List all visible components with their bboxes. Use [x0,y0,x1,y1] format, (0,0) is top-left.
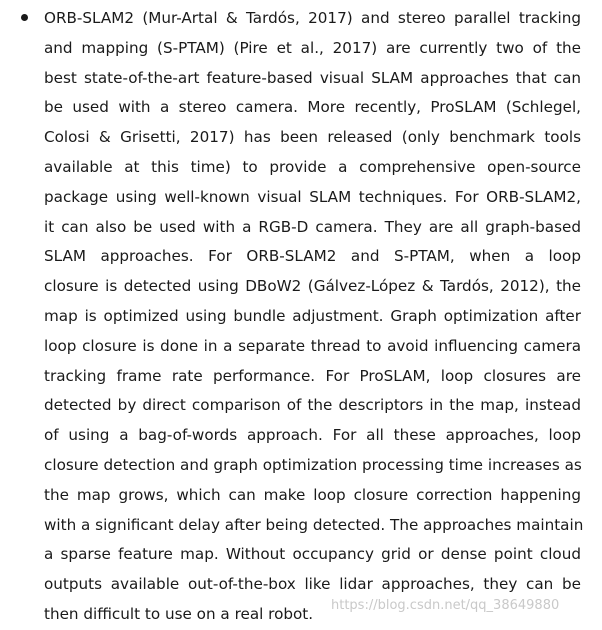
source-watermark: https://blog.csdn.net/qq_38649880 [331,598,560,613]
paragraph-line: available at this time) to provide a comprehensive open-source [44,157,581,176]
paragraph-line: then difficult to use on a real robot. [44,604,314,623]
paragraph-line: it can also be used with a RGB-D camera. They are all graph-based [44,217,581,236]
paragraph-line: package using well-known visual SLAM techniques. For ORB-SLAM2, [44,187,581,206]
paragraph-line: with a significant delay after being detected. The approaches maintain [44,515,584,534]
bullet-icon [21,14,28,21]
paragraph-line: outputs available out-of-the-box like lidar approaches, they can be [44,575,581,594]
paragraph-line: a sparse feature map. Without occupancy grid or dense point cloud [44,545,581,564]
paragraph-line: closure is detected using DBoW2 (Gálvez-López & Tardós, 2012), the [44,277,581,296]
paragraph-line: best state-of-the-art feature-based visual SLAM approaches that can [44,68,581,87]
paragraph-line: loop closure is done in a separate thread to avoid influencing camera [44,336,581,355]
paragraph-line: Colosi & Grisetti, 2017) has been released (only benchmark tools [44,128,581,147]
paragraph-line: and mapping (S-PTAM) (Pire et al., 2017) are currently two of the [44,38,581,57]
paragraph-line: map is optimized using bundle adjustment. Graph optimization after [44,306,581,325]
paragraph-line: be used with a stereo camera. More recently, ProSLAM (Schlegel, [44,98,581,117]
paragraph-line: detected by direct comparison of the descriptors in the map, instead [44,396,581,415]
bullet-paragraph [44,4,584,630]
paragraph-line: ORB-SLAM2 (Mur-Artal & Tardós, 2017) and stereo parallel tracking [44,9,581,27]
paragraph-line: tracking frame rate performance. For ProSLAM, loop closures are [44,366,581,385]
paragraph-line: closure detection and graph optimization processing time increases as [44,455,582,474]
paragraph-line: of using a bag-of-words approach. For all these approaches, loop [44,426,581,445]
paragraph-line: the map grows, which can make loop closure correction happening [44,485,581,504]
paragraph-line: SLAM approaches. For ORB-SLAM2 and S-PTAM, when a loop [44,247,581,266]
